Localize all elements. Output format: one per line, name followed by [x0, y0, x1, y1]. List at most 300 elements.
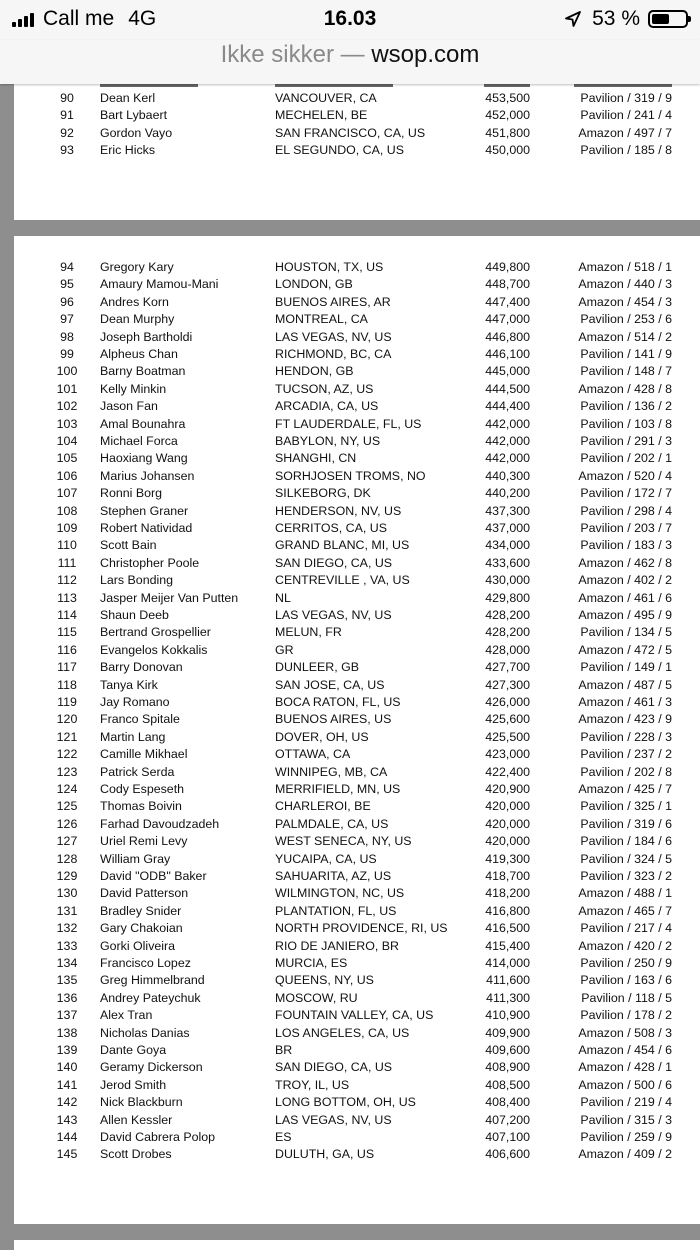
location-cell: TUCSON, AZ, US	[275, 381, 374, 396]
table-seat-cell: Amazon / 520 / 4	[578, 468, 672, 483]
rank-cell: 124	[56, 782, 78, 796]
chip-count-cell: 444,400	[485, 399, 530, 414]
table-seat-cell: Pavilion / 250 / 9	[580, 956, 672, 970]
chip-count-cell: 416,800	[485, 903, 530, 918]
chip-count-cell: 440,300	[485, 468, 530, 483]
name-cell: Barny Boatman	[100, 364, 186, 379]
location-cell: SILKEBORG, DK	[275, 486, 371, 501]
chip-count-cell: 449,800	[485, 260, 530, 274]
clipped-row-fragment	[14, 84, 700, 87]
chip-count-cell: 425,600	[485, 712, 530, 727]
table-row	[14, 781, 700, 798]
table-seat-cell: Amazon / 487 / 5	[578, 677, 672, 692]
chip-count-cell: 418,200	[485, 886, 530, 901]
rank-cell: 96	[60, 294, 74, 309]
table-seat-cell: Pavilion / 118 / 5	[581, 990, 672, 1005]
chip-count-cell: 420,000	[485, 834, 530, 849]
location-cell: SHANGHI, CN	[275, 451, 357, 466]
table-row	[14, 903, 700, 920]
name-cell: Gorki Oliveira	[100, 938, 176, 953]
name-cell: Dean Kerl	[100, 91, 156, 105]
name-cell: Jasper Meijer Van Putten	[100, 590, 239, 605]
rank-cell: 109	[56, 521, 78, 535]
location-cell: HENDON, GB	[275, 364, 354, 379]
chip-count-cell: 423,000	[485, 747, 530, 762]
table-seat-cell: Amazon / 514 / 2	[578, 329, 672, 344]
url-domain: wsop.com	[371, 41, 480, 68]
name-cell: Cody Espeseth	[100, 782, 185, 796]
name-cell: Robert Natividad	[100, 521, 193, 535]
battery-icon	[648, 10, 688, 28]
rank-cell: 127	[56, 834, 78, 849]
chip-count-cell: 451,800	[485, 125, 530, 140]
table-row	[14, 450, 700, 467]
table-row	[14, 311, 700, 328]
table-seat-cell: Pavilion / 202 / 8	[580, 764, 672, 779]
table-seat-cell: Amazon / 420 / 2	[578, 938, 672, 953]
name-cell: Gregory Kary	[100, 260, 174, 274]
chip-count-cell: 433,600	[485, 555, 530, 570]
location-cell: ES	[275, 1130, 292, 1144]
name-cell: William Gray	[100, 851, 171, 866]
chip-count-cell: 440,200	[485, 486, 530, 501]
table-row	[14, 938, 700, 955]
name-cell: Dean Murphy	[100, 312, 175, 327]
table-seat-cell: Pavilion / 325 / 1	[580, 799, 672, 814]
name-cell: Nicholas Danias	[100, 1025, 190, 1040]
rank-cell: 107	[56, 486, 78, 501]
table-row	[14, 107, 700, 124]
chip-count-cell: 447,000	[485, 312, 530, 327]
name-cell: Gordon Vayo	[100, 125, 173, 140]
chip-count-cell: 420,000	[485, 816, 530, 831]
battery-nub	[688, 16, 691, 22]
table-row	[14, 955, 700, 972]
document-page	[14, 84, 700, 220]
location-cell: PLANTATION, FL, US	[275, 903, 397, 918]
table-seat-cell: Pavilion / 134 / 5	[580, 625, 672, 640]
rank-cell: 142	[56, 1095, 78, 1110]
location-cell: CHARLEROI, BE	[275, 799, 371, 814]
table-seat-cell: Pavilion / 141 / 9	[580, 347, 672, 361]
table-row	[14, 520, 700, 537]
location-cell: VANCOUVER, CA	[275, 91, 377, 105]
table-seat-cell: Pavilion / 103 / 8	[580, 416, 672, 431]
chip-count-cell: 444,500	[485, 381, 530, 396]
table-row	[14, 990, 700, 1007]
table-seat-cell: Pavilion / 219 / 4	[580, 1095, 672, 1110]
name-cell: Martin Lang	[100, 729, 166, 744]
rank-cell: 95	[60, 277, 74, 292]
table-seat-cell: Pavilion / 183 / 3	[580, 538, 672, 553]
chip-count-cell: 426,000	[485, 695, 530, 709]
chip-count-cell: 427,300	[485, 677, 530, 692]
name-cell: Lars Bonding	[100, 573, 174, 588]
name-cell: Geramy Dickerson	[100, 1060, 203, 1075]
chip-count-cell: 446,100	[485, 347, 530, 361]
document-page	[14, 236, 700, 1224]
table-seat-cell: Pavilion / 323 / 2	[580, 869, 672, 883]
location-cell: QUEENS, NY, US	[275, 973, 374, 988]
table-row	[14, 259, 700, 276]
table-row	[14, 972, 700, 989]
location-cell: SORHJOSEN TROMS, NO	[275, 468, 426, 483]
url-separator: —	[340, 41, 365, 68]
location-cell: GRAND BLANC, MI, US	[275, 538, 410, 553]
clipped-row	[14, 84, 700, 87]
rank-cell: 104	[56, 434, 78, 448]
name-cell: Stephen Graner	[100, 503, 189, 518]
location-cell: WINNIPEG, MB, CA	[275, 764, 388, 779]
table-seat-cell: Pavilion / 319 / 9	[580, 91, 672, 105]
table-seat-cell: Amazon / 518 / 1	[578, 260, 672, 274]
chip-count-cell: 427,700	[485, 660, 530, 675]
table-row	[14, 694, 700, 711]
location-cell: HOUSTON, TX, US	[275, 260, 384, 274]
table-seat-cell: Amazon / 461 / 3	[578, 695, 672, 709]
table-row	[14, 868, 700, 885]
rank-cell: 121	[56, 729, 78, 744]
table-seat-cell: Pavilion / 319 / 6	[580, 816, 672, 831]
name-cell: Bradley Snider	[100, 903, 182, 918]
table-row	[14, 485, 700, 502]
table-row	[14, 363, 700, 380]
rank-cell: 136	[56, 990, 78, 1005]
location-cell: CERRITOS, CA, US	[275, 521, 387, 535]
name-cell: Evangelos Kokkalis	[100, 642, 208, 657]
table-row	[14, 816, 700, 833]
chip-count-cell: 408,400	[485, 1095, 530, 1110]
rank-cell: 123	[56, 764, 78, 779]
chip-count-cell: 428,200	[485, 608, 530, 622]
table-row	[14, 729, 700, 746]
table-row	[14, 468, 700, 485]
table-seat-cell: Amazon / 472 / 5	[578, 642, 672, 657]
chip-count-cell: 453,500	[485, 91, 530, 105]
rank-cell: 116	[57, 642, 77, 657]
address-bar[interactable]	[0, 40, 700, 84]
name-cell: Ronni Borg	[100, 486, 162, 501]
rank-cell: 98	[60, 329, 74, 344]
chip-count-cell: 419,300	[485, 851, 530, 866]
location-cell: GR	[275, 642, 294, 657]
rank-cell: 90	[60, 91, 74, 105]
chip-count-cell: 430,000	[485, 573, 530, 588]
location-cell: ARCADIA, CA, US	[275, 399, 379, 414]
battery-percent: 53 %	[592, 7, 640, 30]
name-cell: Dante Goya	[100, 1043, 167, 1057]
table-row	[14, 1059, 700, 1076]
name-cell: Amaury Mamou-Mani	[100, 277, 219, 292]
name-cell: Gary Chakoian	[100, 921, 183, 936]
location-cell: FT LAUDERDALE, FL, US	[275, 416, 422, 431]
chip-count-cell: 447,400	[485, 294, 530, 309]
rank-cell: 106	[56, 468, 78, 483]
name-cell: Barry Donovan	[100, 660, 183, 675]
location-cell: EL SEGUNDO, CA, US	[275, 143, 404, 158]
table-row	[14, 433, 700, 450]
location-cell: RIO DE JANIERO, BR	[275, 938, 399, 953]
table-seat-cell: Pavilion / 324 / 5	[580, 851, 672, 866]
table-seat-cell: Amazon / 423 / 9	[578, 712, 672, 727]
table-row	[14, 885, 700, 902]
location-cell: HENDERSON, NV, US	[275, 503, 402, 518]
rank-cell: 135	[56, 973, 78, 988]
name-cell: Alpheus Chan	[100, 347, 178, 361]
name-cell: David Cabrera Polop	[100, 1130, 216, 1144]
location-cell: SAN DIEGO, CA, US	[275, 1060, 393, 1075]
table-row	[14, 1077, 700, 1094]
location-cell: LONG BOTTOM, OH, US	[275, 1095, 416, 1110]
rank-cell: 94	[60, 260, 74, 274]
rank-cell: 92	[60, 125, 74, 140]
table-row	[14, 1146, 700, 1163]
rank-cell: 100	[56, 364, 78, 379]
chip-count-cell: 450,000	[485, 143, 530, 158]
table-seat-cell: Pavilion / 315 / 3	[580, 1112, 672, 1127]
chip-count-cell: 452,000	[485, 108, 530, 123]
table-seat-cell: Pavilion / 228 / 3	[580, 729, 672, 744]
chip-count-cell: 445,000	[485, 364, 530, 379]
location-cell: BOCA RATON, FL, US	[275, 695, 401, 709]
table-seat-cell: Pavilion / 298 / 4	[580, 503, 672, 518]
rank-cell: 91	[60, 108, 74, 123]
rank-cell: 111	[57, 555, 77, 570]
location-cell: LAS VEGAS, NV, US	[275, 329, 392, 344]
rank-cell: 129	[56, 869, 78, 883]
table-seat-cell: Amazon / 508 / 3	[578, 1025, 672, 1040]
rank-cell: 113	[57, 590, 77, 605]
carrier-name: Call me	[43, 7, 115, 30]
table-seat-cell: Amazon / 440 / 3	[578, 277, 672, 292]
rank-cell: 131	[56, 903, 78, 918]
rank-cell: 125	[56, 799, 78, 814]
table-row	[14, 329, 700, 346]
table-seat-cell: Pavilion / 203 / 7	[580, 521, 672, 535]
location-cell: LOS ANGELES, CA, US	[275, 1025, 410, 1040]
rank-cell: 120	[56, 712, 78, 727]
location-cell: NORTH PROVIDENCE, RI, US	[275, 921, 448, 936]
name-cell: Nick Blackburn	[100, 1095, 183, 1110]
chip-count-cell: 411,600	[486, 973, 530, 988]
chip-count-cell: 408,900	[485, 1060, 530, 1075]
name-cell: Alex Tran	[100, 1008, 153, 1023]
chip-count-cell: 448,700	[485, 277, 530, 292]
security-label: Ikke sikker	[220, 41, 334, 68]
table-row	[14, 642, 700, 659]
name-cell: Scott Bain	[100, 538, 157, 553]
location-cell: MOSCOW, RU	[275, 990, 358, 1005]
name-cell: Amal Bounahra	[100, 416, 186, 431]
name-cell: Franco Spitale	[100, 712, 180, 727]
table-row	[14, 833, 700, 850]
table-row	[14, 677, 700, 694]
table-seat-cell: Pavilion / 149 / 1	[580, 660, 672, 675]
location-cell: BUENOS AIRES, US	[275, 712, 392, 727]
name-cell: Allen Kessler	[100, 1112, 173, 1127]
chip-count-cell: 407,100	[485, 1130, 530, 1144]
rank-cell: 128	[56, 851, 78, 866]
location-cell: BR	[275, 1043, 293, 1057]
chip-count-cell: 414,000	[485, 956, 530, 970]
table-seat-cell: Pavilion / 185 / 8	[580, 143, 672, 158]
rank-cell: 132	[56, 921, 78, 936]
chip-count-cell: 409,600	[485, 1043, 530, 1057]
name-cell: Haoxiang Wang	[100, 451, 188, 466]
name-cell: Camille Mikhael	[100, 747, 188, 762]
table-row	[14, 746, 700, 763]
status-right	[564, 7, 688, 31]
table-seat-cell: Amazon / 461 / 6	[578, 590, 672, 605]
rank-cell: 102	[56, 399, 78, 414]
table-row	[14, 125, 700, 142]
chip-count-cell: 442,000	[485, 416, 530, 431]
rank-cell: 126	[56, 816, 78, 831]
chip-count-cell: 408,500	[485, 1077, 530, 1092]
table-seat-cell: Pavilion / 136 / 2	[580, 399, 672, 414]
table-seat-cell: Amazon / 409 / 2	[578, 1147, 672, 1162]
table-row	[14, 1025, 700, 1042]
chip-count-cell: 437,300	[485, 503, 530, 518]
table-seat-cell: Pavilion / 237 / 2	[580, 747, 672, 762]
name-cell: Jerod Smith	[100, 1077, 167, 1092]
name-cell: Eric Hicks	[100, 143, 156, 158]
table-seat-cell: Pavilion / 184 / 6	[580, 834, 672, 849]
rank-cell: 145	[56, 1147, 78, 1162]
location-cell: MERRIFIELD, MN, US	[275, 782, 401, 796]
rank-cell: 143	[56, 1112, 78, 1127]
location-cell: WEST SENECA, NY, US	[275, 834, 412, 849]
name-cell: Bertrand Grospellier	[100, 625, 211, 640]
table-row	[14, 920, 700, 937]
table-row	[14, 1007, 700, 1024]
location-arrow-icon	[564, 10, 582, 28]
location-cell: DUNLEER, GB	[275, 660, 359, 675]
name-cell: Uriel Remi Levy	[100, 834, 188, 849]
location-cell: LONDON, GB	[275, 277, 353, 292]
table-seat-cell: Amazon / 465 / 7	[578, 903, 672, 918]
table-seat-cell: Pavilion / 253 / 6	[580, 312, 672, 327]
name-cell: Marius Johansen	[100, 468, 195, 483]
name-cell: Christopher Poole	[100, 555, 200, 570]
rank-cell: 97	[60, 312, 74, 327]
chip-count-cell: 428,000	[485, 642, 530, 657]
rank-cell: 137	[56, 1008, 78, 1023]
table-row	[14, 1094, 700, 1111]
location-cell: MURCIA, ES	[275, 956, 348, 970]
table-seat-cell: Amazon / 495 / 9	[578, 608, 672, 622]
rank-cell: 144	[56, 1130, 78, 1144]
table-row	[14, 711, 700, 728]
rank-cell: 105	[56, 451, 78, 466]
table-row	[14, 503, 700, 520]
table-seat-cell: Amazon / 500 / 6	[578, 1077, 672, 1092]
table-row	[14, 416, 700, 433]
chip-count-cell: 442,000	[485, 434, 530, 448]
table-seat-cell: Pavilion / 202 / 1	[580, 451, 672, 466]
chip-count-cell: 420,900	[485, 782, 530, 796]
name-cell: Bart Lybaert	[100, 108, 168, 123]
location-cell: BUENOS AIRES, AR	[275, 294, 391, 309]
table-row	[14, 142, 700, 159]
table-seat-cell: Pavilion / 217 / 4	[580, 921, 672, 936]
name-cell: Thomas Boivin	[100, 799, 182, 814]
name-cell: Jay Romano	[100, 695, 170, 709]
rank-cell: 141	[56, 1077, 78, 1092]
rank-cell: 115	[57, 625, 77, 640]
table-row	[14, 851, 700, 868]
location-cell: PALMDALE, CA, US	[275, 816, 389, 831]
chip-count-cell: 429,800	[485, 590, 530, 605]
table-seat-cell: Amazon / 425 / 7	[578, 782, 672, 796]
rank-cell: 118	[57, 677, 77, 692]
table-row	[14, 1129, 700, 1146]
chip-count-cell: 407,200	[485, 1112, 530, 1127]
rank-cell: 110	[57, 538, 77, 553]
name-cell: Francisco Lopez	[100, 956, 191, 970]
name-cell: Greg Himmelbrand	[100, 973, 205, 988]
table-row	[14, 346, 700, 363]
status-bar	[0, 0, 700, 40]
name-cell: Andrey Pateychuk	[100, 990, 201, 1005]
table-seat-cell: Amazon / 454 / 3	[578, 294, 672, 309]
chip-count-cell: 442,000	[485, 451, 530, 466]
chip-count-cell: 422,400	[485, 764, 530, 779]
location-cell: FOUNTAIN VALLEY, CA, US	[275, 1008, 434, 1023]
chip-count-cell: 428,200	[485, 625, 530, 640]
rank-cell: 112	[57, 573, 77, 588]
chip-count-cell: 410,900	[485, 1008, 530, 1023]
location-cell: WILMINGTON, NC, US	[275, 886, 405, 901]
rank-cell: 138	[56, 1025, 78, 1040]
chip-count-cell: 411,300	[486, 990, 530, 1005]
table-seat-cell: Pavilion / 259 / 9	[580, 1130, 672, 1144]
name-cell: Andres Korn	[100, 294, 169, 309]
table-row	[14, 1112, 700, 1129]
name-cell: David "ODB" Baker	[100, 869, 207, 883]
table-row	[14, 381, 700, 398]
table-row	[14, 537, 700, 554]
location-cell: LAS VEGAS, NV, US	[275, 1112, 392, 1127]
name-cell: Michael Forca	[100, 434, 178, 448]
table-seat-cell: Amazon / 454 / 6	[578, 1043, 672, 1057]
table-seat-cell: Pavilion / 148 / 7	[580, 364, 672, 379]
rank-cell: 101	[56, 381, 78, 396]
name-cell: Tanya Kirk	[100, 677, 158, 692]
rank-cell: 139	[56, 1043, 78, 1057]
name-cell: Scott Drobes	[100, 1147, 172, 1162]
table-row	[14, 798, 700, 815]
table-seat-cell: Amazon / 462 / 8	[578, 555, 672, 570]
chip-count-cell: 446,800	[485, 329, 530, 344]
table-row	[14, 1042, 700, 1059]
table-seat-cell: Pavilion / 163 / 6	[580, 973, 672, 988]
table-row	[14, 276, 700, 293]
location-cell: RICHMOND, BC, CA	[275, 347, 392, 361]
name-cell: Joseph Bartholdi	[100, 329, 193, 344]
table-seat-cell: Pavilion / 241 / 4	[580, 108, 672, 123]
chip-count-cell: 418,700	[485, 869, 530, 883]
location-cell: LAS VEGAS, NV, US	[275, 608, 392, 622]
name-cell: Jason Fan	[100, 399, 158, 414]
table-row	[14, 90, 700, 107]
rank-cell: 103	[56, 416, 78, 431]
table-row	[14, 590, 700, 607]
name-cell: Farhad Davoudzadeh	[100, 816, 220, 831]
rank-cell: 140	[56, 1060, 78, 1075]
location-cell: MONTREAL, CA	[275, 312, 368, 327]
chip-count-cell: 406,600	[485, 1147, 530, 1162]
